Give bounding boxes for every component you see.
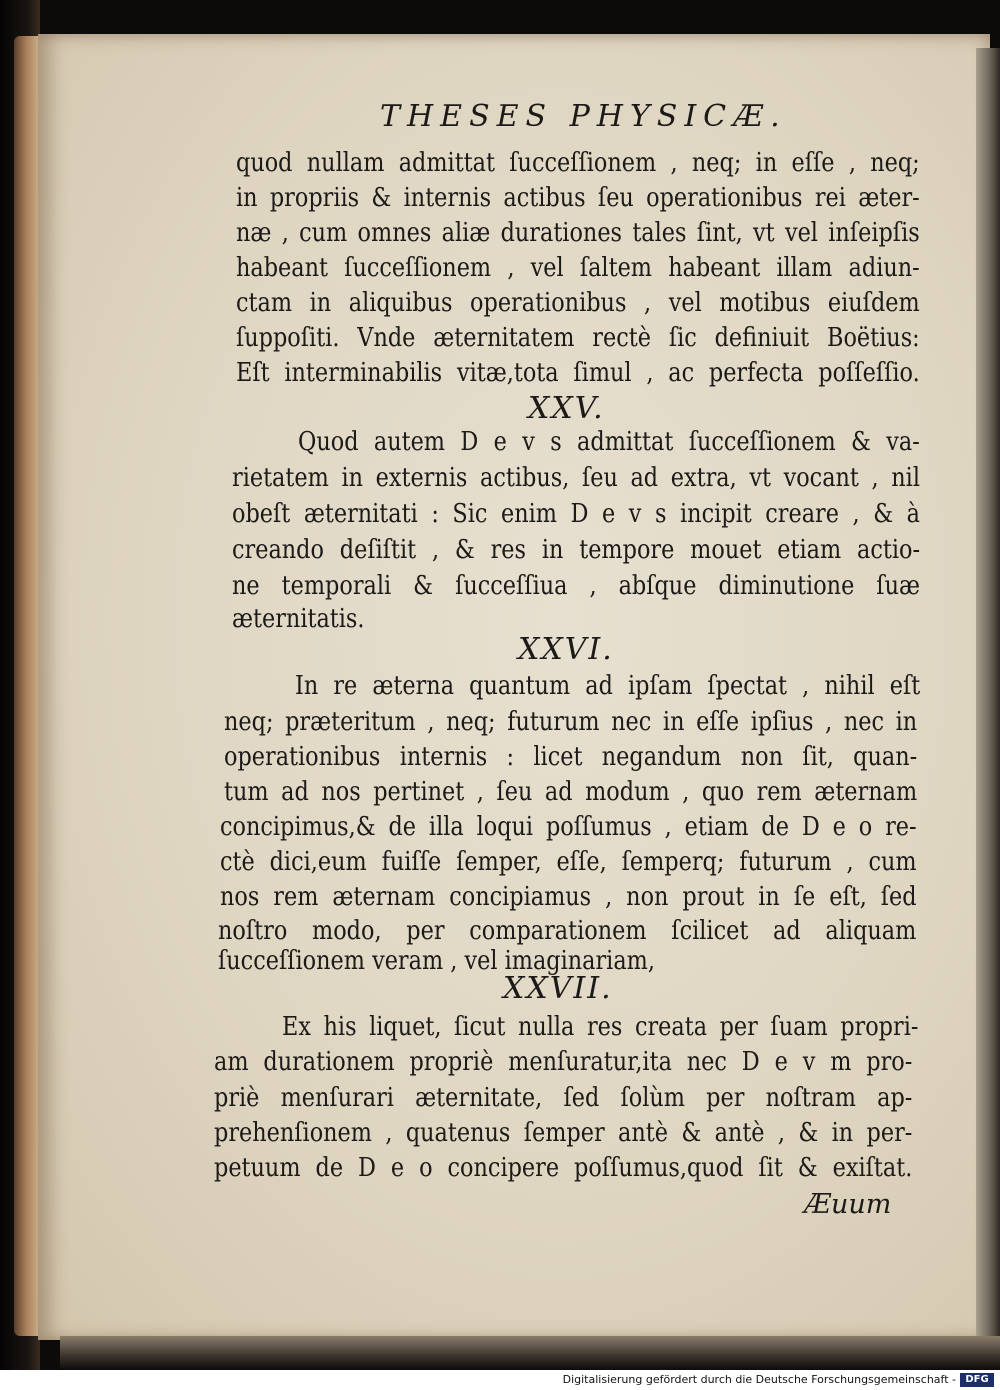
text-line: ſucceſſionem veram , vel imaginariam, (218, 946, 655, 976)
section-number: XXVI. (518, 632, 614, 667)
text-line: ctam in aliquibus operationibus , vel motibus eiuſdem (236, 288, 920, 318)
text-line: In re æterna quantum ad ipſam ſpectat , nihil eſt (295, 671, 921, 701)
text-line: næ , cum omnes aliæ durationes tales ſint, vt vel inſeipſis (236, 218, 920, 248)
text-line: prehenſionem , quatenus ſemper antè & antè , & in per- (214, 1118, 913, 1148)
section-number: XXV. (528, 391, 605, 426)
text-line: in propriis & internis actibus ſeu operationibus rei æter- (236, 183, 920, 213)
text-line: tum ad nos pertinet , ſeu ad modum , quo rem æternam (224, 777, 918, 807)
text-line: noſtro modo, per comparationem ſcilicet ad aliquam (218, 916, 917, 946)
text-line: am durationem propriè menſuratur,ita nec D e v m pro- (214, 1047, 913, 1077)
text-line: Ex his liquet, ſicut nulla res creata per ſuam propri- (282, 1012, 919, 1042)
text-line: quod nullam admittat ſucceſſionem , neq; in eſſe , neq; (236, 148, 920, 178)
text-line: petuum de D e o concipere poſſumus,quod ſit & exiſtat. (214, 1153, 913, 1183)
digitization-credit-bar (0, 1370, 1000, 1390)
text-line: obeſt æternitati : Sic enim D e v s incipit creare , & à (232, 499, 920, 529)
text-line: ctè dici,eum fuiſſe ſemper, eſſe, ſemperq; futurum , cum (220, 847, 917, 877)
catchword: Æuum (804, 1189, 892, 1220)
text-line: concipimus,& de illa loqui poſſumus , etiam de D e o re- (220, 812, 917, 842)
page-bottom-edge (60, 1336, 1000, 1370)
running-head: THESES PHYSICÆ. (380, 99, 787, 134)
text-line: nos rem æternam concipiamus , non prout in ſe eſt, ſed (220, 882, 917, 912)
text-line: ne temporali & ſucceſſiua , abſque diminutione ſuæ (232, 571, 920, 601)
text-line: æternitatis. (232, 604, 365, 634)
text-line: Quod autem D e v s admittat ſucceſſionem & va- (298, 427, 920, 457)
text-line: Eſt interminabilis vitæ,tota ſimul , ac perfecta poſſeſſio. (236, 358, 920, 388)
text-line: priè menſurari æternitate, ſed ſolùm per noſtram ap- (214, 1083, 913, 1113)
text-line: rietatem in externis actibus, ſeu ad extra, vt vocant , nil (232, 463, 920, 493)
text-line: creando deſiſtit , & res in tempore mouet etiam actio- (232, 535, 920, 565)
funding-credit: Digitalisierung gefördert durch die Deutsche Forschungsgemeinschaft - (562, 1373, 956, 1386)
text-line: neq; præteritum , neq; futurum nec in eſſe ipſius , nec in (224, 707, 918, 737)
section-number: XXVII. (503, 971, 613, 1006)
dfg-logo-icon: DFG (960, 1373, 994, 1387)
text-line: ſuppoſiti. Vnde æternitatem rectè ſic definiuit Boëtius: (236, 323, 920, 353)
text-line: habeant ſucceſſionem , vel ſaltem habeant illam adiun- (236, 253, 920, 283)
text-line: operationibus internis : licet negandum non ſit, quan- (224, 742, 918, 772)
page-right-edge (976, 48, 1000, 1338)
